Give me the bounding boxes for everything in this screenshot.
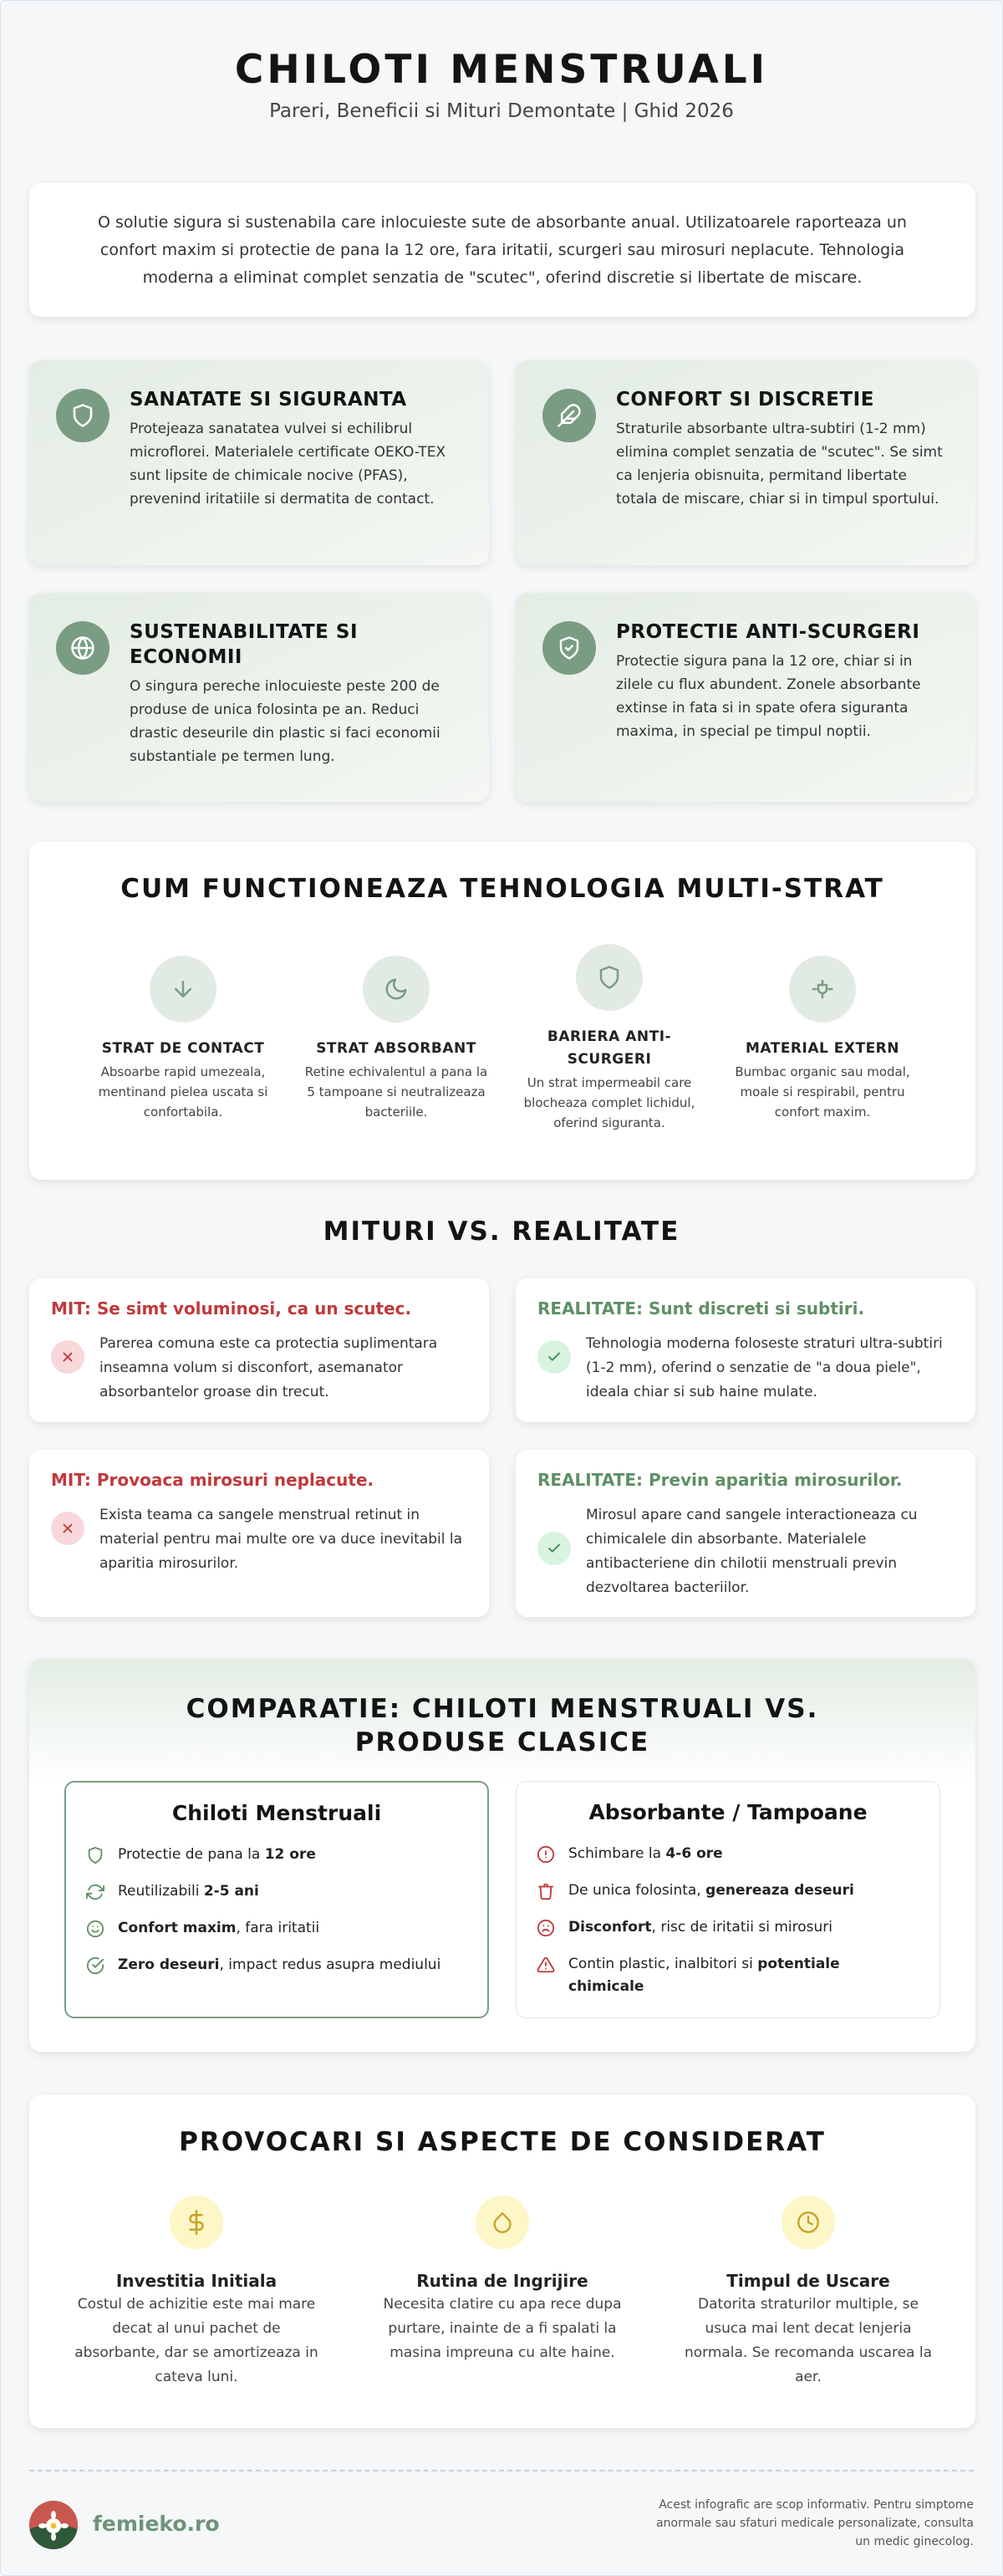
brand-logo[interactable] [29, 2501, 78, 2549]
comparison-item: Reutilizabili 2-5 ani [86, 1880, 467, 1903]
shield-icon [56, 389, 109, 442]
challenge-text: Datorita straturilor multiple, se usuca mai lent decat lenjeria normala. Se recomanda uscarea la aer. [684, 2296, 933, 2385]
challenge-title: Timpul de Uscare [726, 2271, 890, 2291]
feature-title: CONFORT SI DISCRETIE [616, 389, 874, 411]
comparison-item: Contin plastic, inalbitori si potentiale chimicale [537, 1953, 919, 1998]
comparison-column-title: Chiloti Menstruali [171, 1801, 382, 1825]
comparison-item: Disconfort, risc de iritatii si mirosuri [537, 1916, 919, 1939]
layer-text: Un strat impermeabil care blocheaza complet lichidul, oferind siguranta. [523, 1075, 695, 1130]
myths-title: MITURI VS. REALITATE [323, 1217, 680, 1247]
comparison-item: De unica folosinta, genereaza deseuri [537, 1880, 919, 1902]
feature-title: SANATATE SI SIGURANTA [130, 389, 407, 411]
close-icon [51, 1340, 84, 1374]
layer-title: MATERIAL EXTERN [745, 1040, 900, 1057]
page-subtitle: Pareri, Beneficii si Mituri Demontate | Ghid 2026 [269, 100, 734, 123]
feature-text: Straturile absorbante ultra-subtiri (1-2 mm) elimina complet senzatia de "scutec". Se simt ca lenjeria obisnuita, permitand libertate totala de miscare, chiar si in timpul sportului. [616, 421, 943, 508]
check-icon [537, 1532, 571, 1565]
comparison-item: Schimbare la 4-6 ore [537, 1843, 919, 1865]
comparison-column-period-underwear [64, 1781, 489, 2018]
disclaimer-text: Acest infografic are scop informativ. Pentru simptome anormale sau sfaturi medicale personalizate, consulta un medic ginecolog. [656, 2498, 974, 2548]
challenge-item [683, 2196, 934, 2390]
challenges-section [29, 2095, 975, 2428]
layer-text: Bumbac organic sau modal, moale si respirabil, pentru confort maxim. [735, 1064, 910, 1120]
comparison-column-classic-products [516, 1781, 940, 2018]
close-icon [51, 1512, 84, 1545]
feature-card-sustainability [29, 593, 489, 802]
challenge-item [71, 2196, 322, 2390]
feature-text: Protejeaza sanatatea vulvei si echilibrul microflorei. Materialele certificate OEKO-TEX sunt lipsite de chimicale nocive (PFAS), prevenind iritatiile si dermatita de contact. [130, 421, 446, 508]
clock-icon [782, 2196, 835, 2249]
trash-icon [537, 1882, 555, 1900]
frown-icon [537, 1919, 555, 1937]
smile-icon [86, 1920, 104, 1938]
technology-title: CUM FUNCTIONEAZA TEHNOLOGIA MULTI-STRAT [120, 874, 884, 904]
header [1, 47, 1002, 122]
page-title: CHILOTI MENSTRUALI [234, 47, 769, 93]
feature-card-health [29, 360, 489, 565]
myth-text: Exista teama ca sangele menstrual retinut in material pentru mai multe ore va duce inevitabil la aparitia mirosurilor. [99, 1507, 463, 1572]
layer-title: STRAT DE CONTACT [101, 1040, 265, 1057]
recycle-icon [86, 1883, 104, 1901]
myth-text: Parerea comuna este ca protectia suplimentara inseamna volum si disconfort, asemanator absorbantelor groase din trecut. [99, 1335, 438, 1400]
moon-icon [363, 956, 430, 1023]
warning-icon [537, 1956, 555, 1974]
check-circle-icon [86, 1956, 104, 1975]
layer-title: BARIERA ANTI-SCURGERI [547, 1028, 672, 1068]
myth-card [29, 1278, 489, 1422]
comparison-column-title: Absorbante / Tampoane [588, 1800, 868, 1824]
challenge-title: Rutina de Ingrijire [416, 2271, 588, 2291]
reality-card [516, 1450, 975, 1617]
check-icon [537, 1340, 571, 1374]
layer-text: Retine echivalentul a pana la 5 tampoane si neutralizeaza bacteriile. [304, 1064, 488, 1120]
layer-text: Absoarbe rapid umezeala, mentinand pielea uscata si confortabila. [98, 1064, 268, 1120]
intro-text: O solutie sigura si sustenabila care inlocuieste sute de absorbante anual. Utilizatoarele raporteaza un confort maxim si protectie de pana la 12 ore, fara iritatii, scurgeri sau mirosuri neplacute. Tehnologia moderna a eliminat complet senzatia de "scutec", oferind discretie si libertate de miscare. [98, 212, 907, 287]
shield-icon [576, 944, 643, 1011]
layer-item [87, 956, 279, 1122]
challenge-title: Investitia Initiala [115, 2271, 277, 2291]
layer-title: STRAT ABSORBANT [316, 1040, 476, 1057]
feature-title: PROTECTIE ANTI-SCURGERI [616, 621, 920, 643]
arrow-down-icon [150, 956, 216, 1023]
comparison-title: COMPARATIE: CHILOTI MENSTRUALI VS. PRODUSE CLASICE [186, 1694, 819, 1757]
feature-card-comfort [516, 360, 975, 565]
comparison-item: Confort maxim, fara iritatii [86, 1917, 467, 1940]
brand-name[interactable]: femieko.ro [93, 2512, 220, 2536]
reality-text: Mirosul apare cand sangele interactioneaza cu chimicalele din absorbante. Materialele antibacteriene din chilotii menstruali previn dezvoltarea bacteriilor. [586, 1507, 918, 1596]
layer-item [300, 956, 492, 1122]
reality-card [516, 1278, 975, 1422]
layer-item [726, 956, 919, 1122]
layer-item [513, 944, 705, 1133]
feature-text: Protectie sigura pana la 12 ore, chiar si in zilele cu flux abundent. Zonele absorbante extinse in fata si in spate ofera siguranta maxima, in special pe timpul noptii. [616, 653, 921, 740]
technology-section [29, 842, 975, 1180]
dollar-icon [170, 2196, 223, 2249]
shield-check-icon [542, 621, 596, 675]
alert-circle-icon [537, 1845, 555, 1864]
footer-divider [29, 2470, 974, 2471]
comparison-item: Protectie de pana la 12 ore [86, 1844, 467, 1866]
challenge-text: Costul de achizitie este mai mare decat al unui pachet de absorbante, dar se amortizeaza in cateva luni. [74, 2296, 318, 2385]
reality-heading: REALITATE: Previn aparitia mirosurilor. [537, 1470, 903, 1490]
comparison-item: Zero deseuri, impact redus asupra mediului [86, 1954, 467, 1977]
reality-text: Tehnologia moderna foloseste straturi ultra-subtiri (1-2 mm), oferind o senzatie de "a doua piele", ideala chiar si sub haine mulate. [586, 1335, 943, 1400]
globe-icon [56, 621, 109, 675]
shield-icon [86, 1846, 104, 1864]
myth-heading: MIT: Se simt voluminosi, ca un scutec. [51, 1298, 412, 1319]
myth-heading: MIT: Provoaca mirosuri neplacute. [51, 1470, 374, 1490]
feature-card-protection [516, 593, 975, 802]
feather-icon [542, 389, 596, 442]
plug-icon [789, 956, 856, 1023]
comparison-section [29, 1659, 975, 2052]
feature-text: O singura pereche inlocuieste peste 200 de produse de unica folosinta pe an. Reduci drastic deseurile din plastic si faci economii substantiale pe termen lung. [130, 678, 440, 765]
challenges-title: PROVOCARI SI ASPECTE DE CONSIDERAT [179, 2127, 826, 2157]
challenge-text: Necesita clatire cu apa rece dupa purtare, inainte de a fi spalati la masina impreuna cu alte haine. [383, 2296, 622, 2361]
intro-card [29, 183, 975, 317]
challenge-item [377, 2196, 628, 2365]
droplet-icon [476, 2196, 529, 2249]
reality-heading: REALITATE: Sunt discreti si subtiri. [537, 1298, 865, 1319]
feature-title: SUSTENABILITATE SI ECONOMII [130, 621, 359, 668]
myth-card [29, 1450, 489, 1617]
